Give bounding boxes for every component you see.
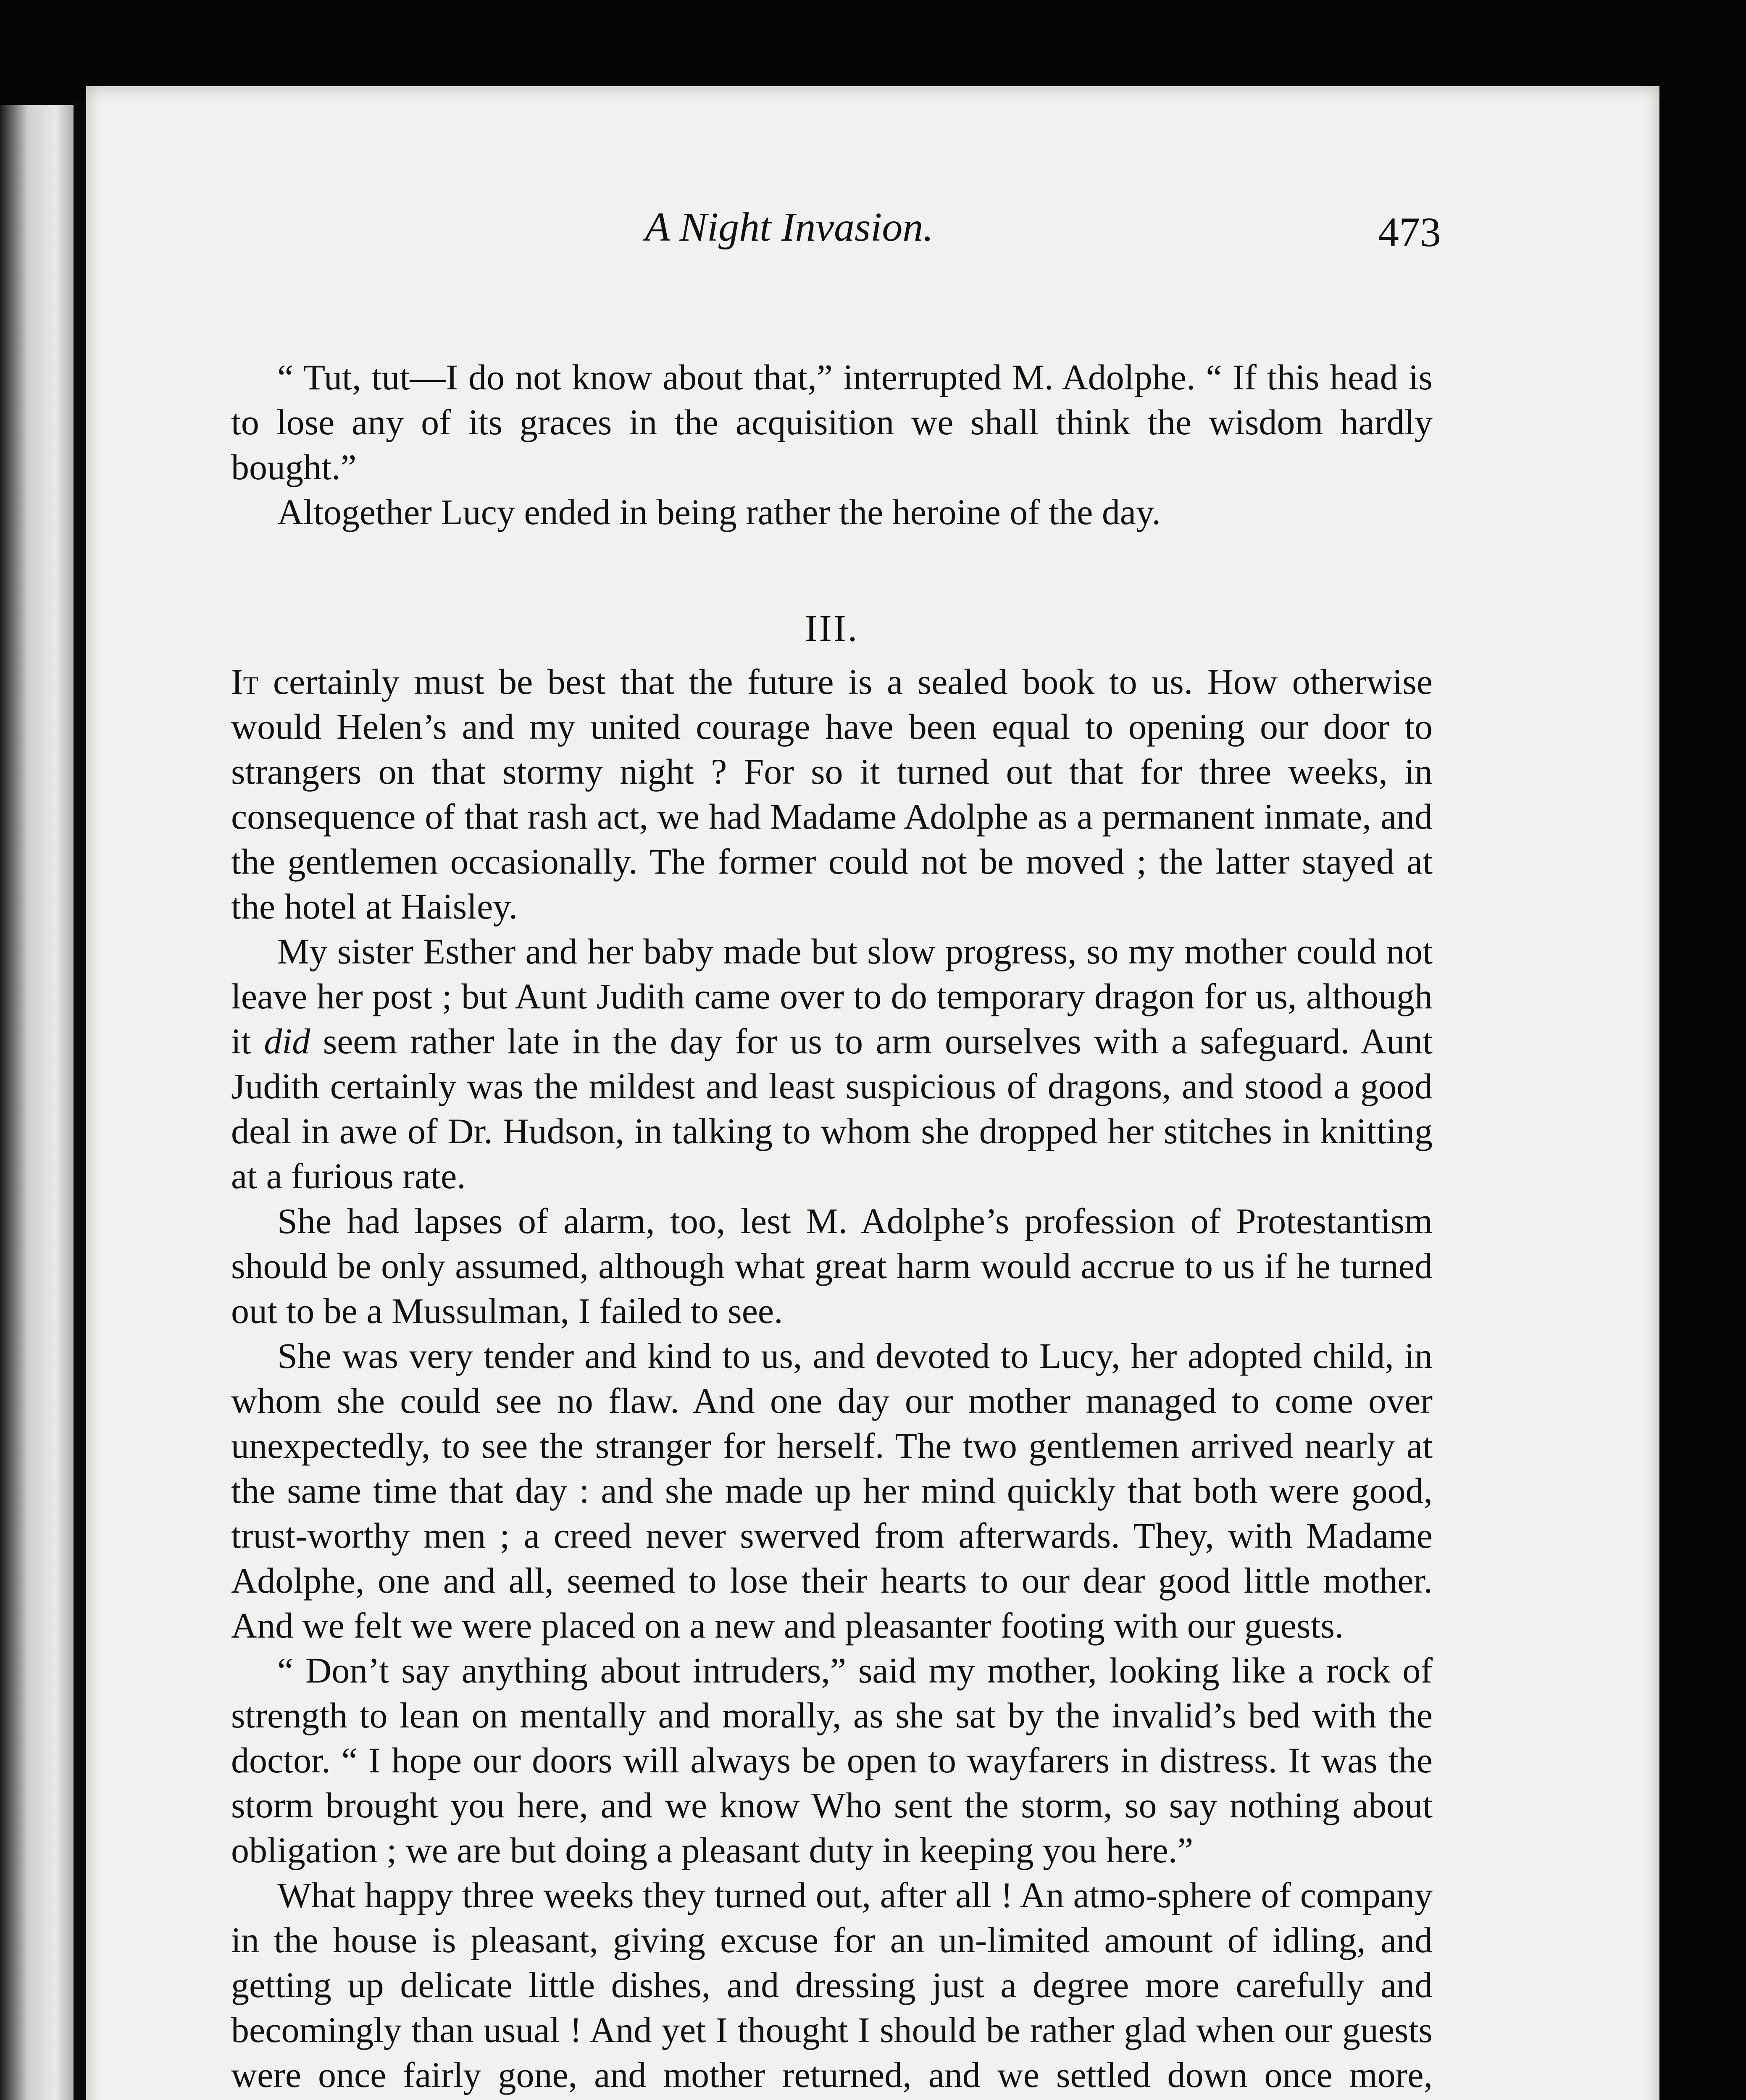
paragraph: “ Don’t say anything about intruders,” said my mother, looking like a rock of strength to lean on mentally and morally, as she sat by the invalid’s bed with the doctor. “ I hope our doors will always be open to wayfarers in distress. It was the storm brought you here, and we know Who sent the storm, so say nothing about obligation ; we are but doing a pleasant duty in keeping you here.”: [231, 1650, 1433, 1870]
paragraph: Altogether Lucy ended in being rather the heroine of the day.: [277, 492, 1161, 532]
paragraph: [231, 659, 1433, 929]
paragraph: She had lapses of alarm, too, lest M. Adolphe’s profession of Protestantism should be only assumed, although what great harm would accrue to us if he turned out to be a Mussulman, I failed to see.: [231, 1201, 1433, 1331]
book-page: [86, 86, 1659, 2100]
page-header: [86, 204, 1659, 279]
paragraph-text: certainly must be best that the future is a sealed book to us. How otherwise would Helen’s and my united courage have been equal to opening our door to strangers on that stormy night ? For so it turned out that for three weeks, in consequence of that rash act, we had Madame Adolphe as a permanent inmate, and the gentlemen occasionally. The former could not be moved ; the latter stayed at the hotel at Haisley.: [231, 662, 1433, 927]
opening-word: It: [231, 662, 259, 702]
book-gutter: [74, 101, 86, 2100]
paragraph: She was very tender and kind to us, and devoted to Lucy, her adopted child, in whom she could see no flaw. And one day our mother managed to come over unexpectedly, to see the stranger for herself. The two gentlemen arrived nearly at the same time that day : and she made up her mind quickly that both were good, trust-worthy men ; a creed never swerved from afterwards. They, with Madame Adolphe, one and all, seemed to lose their hearts to our dear good little mother. And we felt we were placed on a new and pleasanter footing with our guests.: [231, 1336, 1433, 1646]
running-title: A Night Invasion.: [645, 205, 933, 250]
page-number: 473: [1378, 209, 1441, 255]
paragraph: What happy three weeks they turned out, after all ! An atmo-sphere of company in the house is pleasant, giving excuse for an un-limited amount of idling, and getting up delicate little dishes, and dressing just a degree more carefully and becomingly than usual ! And yet I thought I should be rather glad when our guests were once fairly gone, and mother returned, and we settled down once more,: [231, 1875, 1433, 2095]
paragraph-text: seem rather late in the day for us to arm ourselves with a safeguard. Aunt Judith certainly was the mildest and least suspicious of dragons, and stood a good deal in awe of Dr. Hudson, in talking to whom she dropped her stitches in knitting at a furious rate.: [231, 1021, 1433, 1196]
facing-page-edge: [0, 105, 80, 2100]
paragraph: [231, 929, 1433, 1199]
emphasis: did: [264, 1021, 310, 1061]
paragraph-text: My sister Esther and her baby made but slow progress, so my mother could not leave her post ; but Aunt Judith came over to do temporary dragon for us, although it: [231, 931, 1433, 1061]
section-heading: III.: [805, 608, 859, 649]
paragraph: “ Tut, tut—I do not know about that,” interrupted M. Adolphe. “ If this head is to lose any of its graces in the acquisition we shall think the wisdom hardly bought.”: [231, 357, 1433, 487]
body-text: [231, 355, 1433, 2100]
